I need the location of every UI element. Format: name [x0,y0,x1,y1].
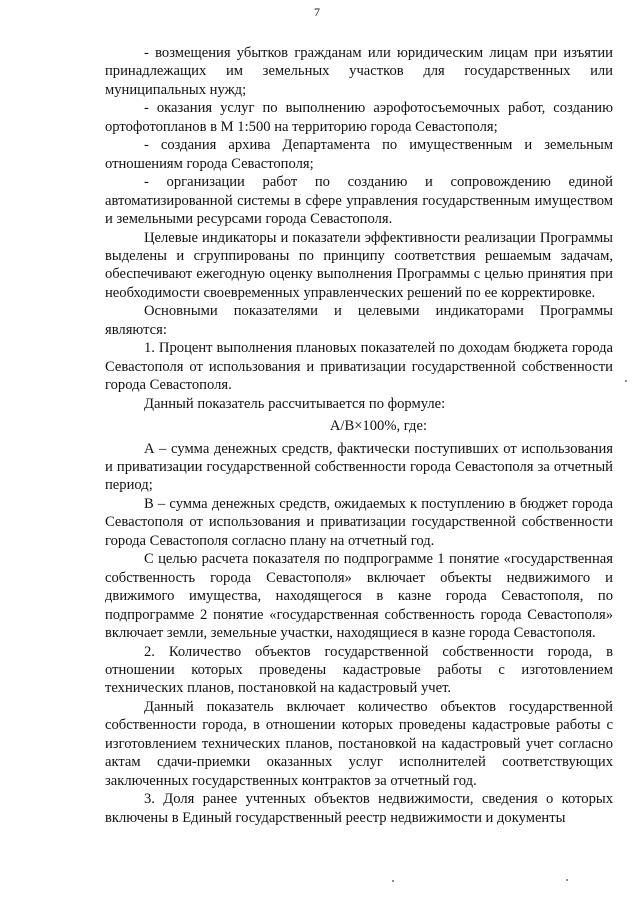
paragraph-automated-system: - организации работ по созданию и сопровождению единой автоматизированной системы в сфере управления государственным имуществом и земельными ресурсами города Севастополя. [105,174,613,228]
paragraph-target-indicators: Целевые индикаторы и показатели эффективности реализации Программы выделены и сгруппированы по принципу соответствия решаемым задачам, обеспечивают ежегодную оценку выполнения Программы с целью принятия при необходимости своевременных управленческих решений по ее корректировке. [105,229,613,301]
paragraph-definition-b: В – сумма денежных средств, ожидаемых к поступлению в бюджет города Севастополя от использования и приватизации государственной собственности города Севастополя согласно плану на отчетный год. [105,495,613,549]
scan-speck [625,380,627,382]
paragraph-aerial-survey: - оказания услуг по выполнению аэрофотосъемочных работ, созданию ортофотопланов в М 1:500 на территорию города Севастополя; [105,100,613,135]
page-number: 7 [314,5,320,19]
paragraph-calculation-purpose: С целью расчета показателя по подпрограмме 1 понятие «государственная собственность города Севастополя» включает объекты недвижимого и движимого имущества, находящегося в казне города Севастополя, по подпрограмме 2 понятие «государственная собственность города Севастополя» включает земли, земельные участки, находящиеся в казне города Севастополя. [105,551,613,642]
paragraph-archive: - создания архива Департамента по имущественным и земельным отношениям города Севастополя; [105,137,613,172]
scan-speck [392,880,394,882]
paragraph-indicator-1: 1. Процент выполнения плановых показателей по доходам бюджета города Севастополя от использования и приватизации государственной собственности города Севастополя. [105,340,613,394]
paragraph-indicator-2-description: Данный показатель включает количество объектов государственной собственности города, в отношении которых проведены кадастровые работы с изготовлением технических планов, постановкой на кадастровый учет согласно актам сдачи-приемки оказанных услуг исполнителей соответствующих заключенных государственных контрактов за отчетный год. [105,698,613,789]
document-body [105,44,613,827]
paragraph-formula-intro: Данный показатель рассчитывается по формуле: [144,395,446,412]
paragraph-indicator-2: 2. Количество объектов государственной собственности города, в отношении которых проведены кадастровые работы с изготовлением технических планов, постановкой на кадастровый учет. [105,643,613,697]
scan-speck [566,879,568,881]
formula: А/В×100%, где: [329,418,427,435]
paragraph-main-indicators: Основными показателями и целевыми индикаторами Программы являются: [105,303,613,338]
paragraph-compensation: - возмещения убытков гражданам или юридическим лицам при изъятии принадлежащих им земельных участков для государственных или муниципальных нужд; [105,45,613,98]
paragraph-indicator-3: 3. Доля ранее учтенных объектов недвижимости, сведения о которых включены в Единый государственный реестр недвижимости и документы [105,791,613,826]
paragraph-definition-a: А – сумма денежных средств, фактически поступивших от использования и приватизации государственной собственности города Севастополя за отчетный период; [105,440,613,494]
